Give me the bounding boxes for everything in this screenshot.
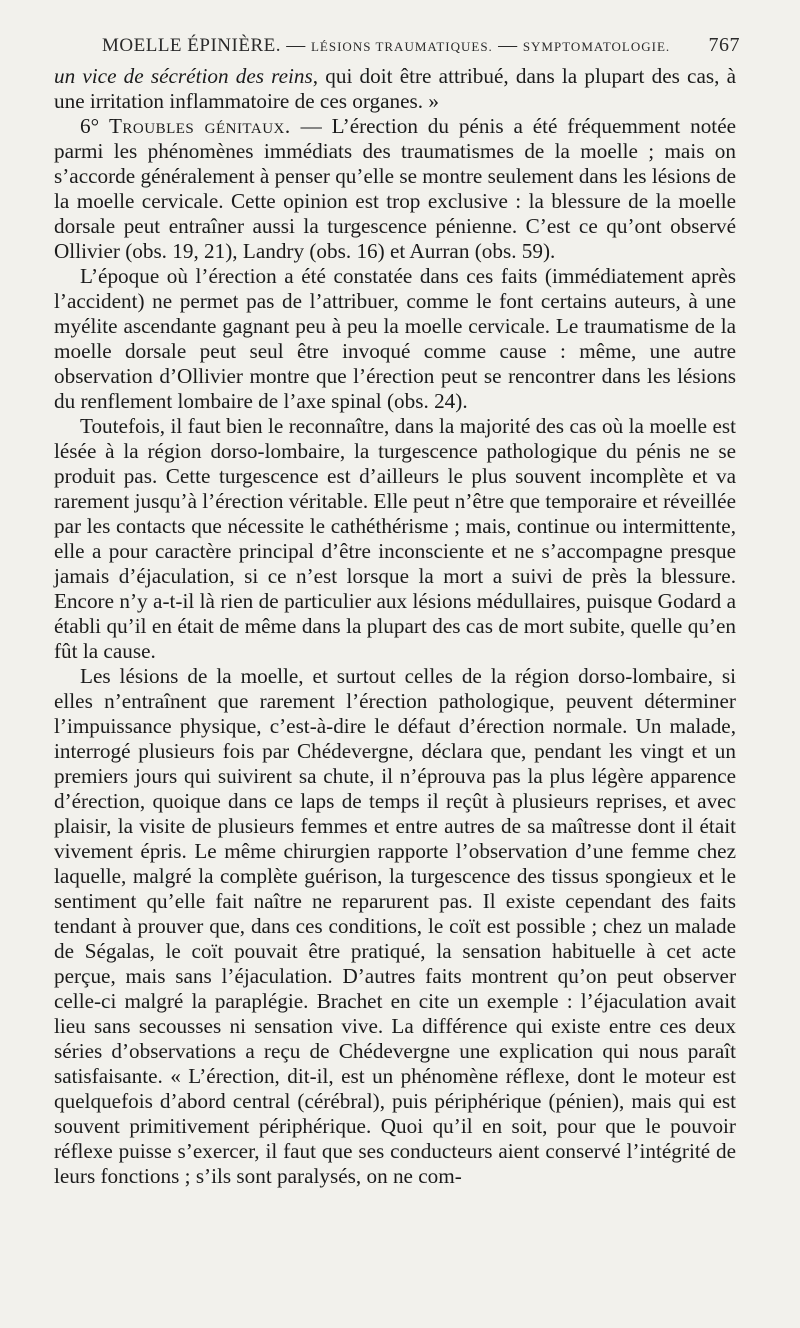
running-head-middle: LÉSIONS TRAUMATIQUES. <box>310 39 493 54</box>
paragraph-text: L’époque où l’érection a été constatée dans ces faits (immédiatement après l’accident) ne permet pas de l’attribuer, comme le font certains auteurs, à une myélite ascendante gagnant peu à peu la moelle cervicale. Le traumatisme de la moelle dorsale peut seul être invoqué comme cause : même, une autre observation d’Ollivier montre que l’érection peut se rencontrer dans les lésions du renflement lombaire de l’axe spinal (obs. 24). <box>54 264 736 413</box>
page-number: 767 <box>708 34 740 56</box>
paragraph <box>54 114 736 264</box>
body-text <box>54 64 736 1189</box>
italic-phrase: un vice de sécrétion des reins <box>54 64 313 88</box>
running-head-right: SYMPTOMATOLOGIE. <box>522 39 671 54</box>
running-head-title <box>102 35 670 57</box>
running-head-dash: — <box>286 35 306 56</box>
section-number: 6° <box>80 114 100 138</box>
paragraph-text: Toutefois, il faut bien le reconnaître, dans la majorité des cas où la moelle est lésée à la région dorso-lombaire, la turgescence pathologique du pénis ne se produit pas. Cette turgescence est d’ailleurs le plus souvent incomplète et va rarement jusqu’à l’érection véritable. Elle peut n’être que temporaire et réveillée par les contacts que nécessite le cathéthérisme ; mais, continue ou intermittente, elle a pour caractère principal d’être inconsciente et ne s’accompagne presque jamais d’éjaculation, si ce n’est lorsque la mort a suivi de près la blessure. Encore n’y a-t-il là rien de particulier aux lésions médullaires, puisque Godard a établi qu’il en était de même dans la plupart des cas de mort subite, quelle qu’en fût la cause. <box>54 414 736 663</box>
running-head-left: MOELLE ÉPINIÈRE. <box>102 35 281 56</box>
paragraph-text: Les lésions de la moelle, et surtout celles de la région dorso-lombaire, si elles n’entraînent que rarement l’érection pathologique, peuvent déterminer l’impuissance physique, c’est-à-dire le défaut d’érection normale. Un malade, interrogé plusieurs fois par Chédevergne, déclara que, pendant les vingt et un premiers jours qui suivirent sa chute, il n’éprouva pas la plus légère apparence d’érection, quoique dans ce laps de temps il reçût à plusieurs reprises, et avec plaisir, la visite de plusieurs femmes et entre autres de sa maîtresse dont il était vivement épris. Le même chirurgien rapporte l’observation d’une femme chez laquelle, malgré la complète guérison, la turgescence des tissus spongieux et le sentiment qu’elle fait naître ne reparurent pas. Il existe cependant des faits tendant à prouver que, dans ces conditions, le coït est possible ; chez un malade de Ségalas, le coït pouvait être pratiqué, la sensation habituelle à cet acte perçue, mais sans l’éjaculation. D’autres faits montrent qu’on peut observer celle-ci malgré la paraplégie. Brachet en cite un exemple : l’éjaculation avait lieu sans secousses ni sensation vive. La différence qui existe entre ces deux séries d’observations a reçu de Chédevergne une explication qui nous paraît satisfaisante. « L’érection, dit-il, est un phénomène réflexe, dont le moteur est quelquefois d’abord central (cérébral), puis périphérique (pénien), mais qui est souvent primitivement périphérique. Quoi qu’il en soit, pour que le pouvoir réflexe puisse s’exercer, il faut que ses conducteurs aient conservé l’intégrité de leurs fonctions ; s’ils sont paralysés, on ne com- <box>54 664 736 1188</box>
paragraph-text: — L’érection du pénis a été fréquemment notée parmi les phénomènes immédiats des traumatismes de la moelle ; mais on s’accorde généralement à penser qu’elle se montre seulement dans les lésions de la moelle cervicale. Cette opinion est trop exclusive : la blessure de la moelle dorsale peut entraîner aussi la turgescence pénienne. C’est ce qu’ont observé Ollivier (obs. 19, 21), Landry (obs. 16) et Aurran (obs. 59). <box>54 114 737 263</box>
paragraph-text: , qui doit être attribué, dans la plupart des cas, à une irritation inflammatoire de ces organes. » <box>54 64 736 113</box>
paragraph <box>54 264 736 414</box>
section-title: Troubles génitaux. <box>108 114 291 138</box>
running-head-dash: — <box>498 35 518 56</box>
paragraph <box>54 664 736 1189</box>
running-head <box>102 34 740 64</box>
paragraph <box>54 64 736 114</box>
paragraph <box>54 414 736 664</box>
